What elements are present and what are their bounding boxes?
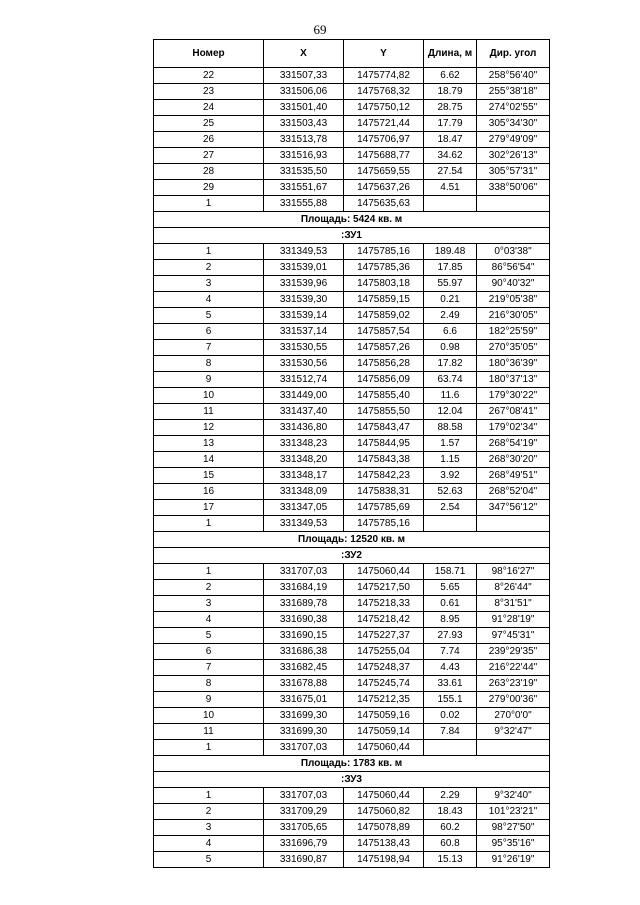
- cell-length: 7.74: [424, 644, 477, 660]
- cell-length: 34.62: [424, 148, 477, 164]
- cell-y: 1475255,04: [344, 644, 424, 660]
- cell-number: 8: [154, 356, 264, 372]
- table-row: [154, 244, 550, 260]
- table-row: [154, 660, 550, 676]
- cell-x: 331348,20: [264, 452, 344, 468]
- cell-length: 17.85: [424, 260, 477, 276]
- table-row: [154, 164, 550, 180]
- cell-y: 1475842,23: [344, 468, 424, 484]
- table-header-row: [154, 40, 550, 68]
- cell-number: 3: [154, 276, 264, 292]
- cell-length: 2.54: [424, 500, 477, 516]
- cell-x: 331437,40: [264, 404, 344, 420]
- cell-x: 331682,45: [264, 660, 344, 676]
- cell-number: 26: [154, 132, 264, 148]
- cell-y: 1475774,82: [344, 68, 424, 84]
- area-row: [154, 756, 550, 772]
- cell-y: 1475217,50: [344, 580, 424, 596]
- cell-number: 6: [154, 644, 264, 660]
- cell-length: 1.57: [424, 436, 477, 452]
- table-row: [154, 612, 550, 628]
- cell-length: 0.21: [424, 292, 477, 308]
- table-row: [154, 740, 550, 756]
- table-row: [154, 820, 550, 836]
- cell-y: 1475198,94: [344, 852, 424, 868]
- cell-bearing: 268°30'20": [477, 452, 550, 468]
- cell-length: 0.02: [424, 708, 477, 724]
- cell-number: 9: [154, 372, 264, 388]
- cell-x: 331349,53: [264, 244, 344, 260]
- cell-bearing: [477, 516, 550, 532]
- cell-x: 331684,19: [264, 580, 344, 596]
- cell-length: 55.97: [424, 276, 477, 292]
- cell-number: 2: [154, 804, 264, 820]
- table-row: [154, 724, 550, 740]
- area-label: Площадь: 1783 кв. м: [154, 756, 550, 772]
- cell-x: 331699,30: [264, 724, 344, 740]
- cell-x: 331690,15: [264, 628, 344, 644]
- coordinates-table: [153, 39, 550, 868]
- table-row: [154, 196, 550, 212]
- cell-bearing: 98°16'27": [477, 564, 550, 580]
- cell-bearing: 255°38'18": [477, 84, 550, 100]
- cell-number: 10: [154, 708, 264, 724]
- cell-x: 331696,79: [264, 836, 344, 852]
- table-row: [154, 276, 550, 292]
- cell-length: 27.93: [424, 628, 477, 644]
- table-row: [154, 148, 550, 164]
- cell-x: 331503,43: [264, 116, 344, 132]
- cell-length: 3.92: [424, 468, 477, 484]
- cell-bearing: 347°56'12": [477, 500, 550, 516]
- table-row: [154, 308, 550, 324]
- table-row: [154, 628, 550, 644]
- cell-number: 29: [154, 180, 264, 196]
- cell-bearing: [477, 196, 550, 212]
- cell-y: 1475838,31: [344, 484, 424, 500]
- cell-number: 5: [154, 852, 264, 868]
- cell-number: 3: [154, 820, 264, 836]
- cell-bearing: 216°22'44": [477, 660, 550, 676]
- cell-length: [424, 516, 477, 532]
- cell-length: 17.79: [424, 116, 477, 132]
- cell-length: 7.84: [424, 724, 477, 740]
- cell-number: 1: [154, 516, 264, 532]
- cell-y: 1475138,43: [344, 836, 424, 852]
- cell-y: 1475688,77: [344, 148, 424, 164]
- cell-number: 1: [154, 788, 264, 804]
- cell-number: 9: [154, 692, 264, 708]
- table-row: [154, 260, 550, 276]
- cell-length: 4.51: [424, 180, 477, 196]
- cell-x: 331530,55: [264, 340, 344, 356]
- cell-x: 331535,50: [264, 164, 344, 180]
- cell-y: 1475637,26: [344, 180, 424, 196]
- cell-length: 27.54: [424, 164, 477, 180]
- cell-x: 331348,23: [264, 436, 344, 452]
- table-row: [154, 116, 550, 132]
- cell-number: 2: [154, 260, 264, 276]
- cell-number: 3: [154, 596, 264, 612]
- table-row: [154, 692, 550, 708]
- cell-length: 4.43: [424, 660, 477, 676]
- cell-number: 13: [154, 436, 264, 452]
- page-number: 69: [313, 22, 327, 37]
- cell-bearing: 97°45'31": [477, 628, 550, 644]
- cell-x: 331516,93: [264, 148, 344, 164]
- table-row: [154, 388, 550, 404]
- cell-number: 14: [154, 452, 264, 468]
- cell-bearing: 219°05'38": [477, 292, 550, 308]
- cell-length: 189.48: [424, 244, 477, 260]
- cell-x: 331690,87: [264, 852, 344, 868]
- cell-bearing: 270°35'05": [477, 340, 550, 356]
- table-body: [154, 68, 550, 868]
- cell-y: 1475218,42: [344, 612, 424, 628]
- cell-number: 1: [154, 564, 264, 580]
- cell-y: 1475218,33: [344, 596, 424, 612]
- cell-x: 331678,88: [264, 676, 344, 692]
- table-row: [154, 788, 550, 804]
- cell-bearing: 91°28'19": [477, 612, 550, 628]
- cell-length: 0.61: [424, 596, 477, 612]
- cell-y: 1475843,47: [344, 420, 424, 436]
- cell-x: 331705,65: [264, 820, 344, 836]
- header-x: X: [264, 40, 344, 68]
- cell-bearing: 90°40'32": [477, 276, 550, 292]
- cell-x: 331539,14: [264, 308, 344, 324]
- cell-number: 17: [154, 500, 264, 516]
- table-row: [154, 644, 550, 660]
- cell-number: 11: [154, 724, 264, 740]
- cell-x: 331513,78: [264, 132, 344, 148]
- cell-x: 331539,01: [264, 260, 344, 276]
- cell-length: 33.61: [424, 676, 477, 692]
- cell-x: 331348,17: [264, 468, 344, 484]
- cell-y: 1475078,89: [344, 820, 424, 836]
- table-row: [154, 516, 550, 532]
- area-label: Площадь: 5424 кв. м: [154, 212, 550, 228]
- cell-bearing: 182°25'59": [477, 324, 550, 340]
- cell-number: 4: [154, 612, 264, 628]
- cell-y: 1475855,50: [344, 404, 424, 420]
- cell-bearing: 263°23'19": [477, 676, 550, 692]
- cell-length: 6.6: [424, 324, 477, 340]
- cell-length: 18.43: [424, 804, 477, 820]
- cell-bearing: 268°49'51": [477, 468, 550, 484]
- cell-y: 1475844,95: [344, 436, 424, 452]
- cell-y: 1475060,82: [344, 804, 424, 820]
- cell-bearing: 268°54'19": [477, 436, 550, 452]
- cell-y: 1475856,28: [344, 356, 424, 372]
- table-row: [154, 180, 550, 196]
- table-row: [154, 404, 550, 420]
- cell-x: 331348,09: [264, 484, 344, 500]
- cell-number: 6: [154, 324, 264, 340]
- table-row: [154, 484, 550, 500]
- cell-length: 60.8: [424, 836, 477, 852]
- cell-x: 331501,40: [264, 100, 344, 116]
- cell-x: 331506,06: [264, 84, 344, 100]
- cell-x: 331347,05: [264, 500, 344, 516]
- cell-number: 7: [154, 340, 264, 356]
- cell-length: 2.49: [424, 308, 477, 324]
- cell-bearing: 101°23'21": [477, 804, 550, 820]
- table-row: [154, 468, 550, 484]
- cell-bearing: 91°26'19": [477, 852, 550, 868]
- cell-x: 331707,03: [264, 740, 344, 756]
- cell-number: 7: [154, 660, 264, 676]
- cell-bearing: 9°32'47": [477, 724, 550, 740]
- table-row: [154, 340, 550, 356]
- cell-bearing: 179°30'22": [477, 388, 550, 404]
- cell-number: 2: [154, 580, 264, 596]
- cell-bearing: [477, 740, 550, 756]
- cell-y: 1475803,18: [344, 276, 424, 292]
- cell-length: 15.13: [424, 852, 477, 868]
- cell-number: 4: [154, 836, 264, 852]
- cell-y: 1475059,14: [344, 724, 424, 740]
- cell-bearing: 270°0'0": [477, 708, 550, 724]
- cell-y: 1475248,37: [344, 660, 424, 676]
- table-row: [154, 852, 550, 868]
- section-title: :ЗУ1: [154, 228, 550, 244]
- cell-y: 1475843,38: [344, 452, 424, 468]
- cell-length: [424, 196, 477, 212]
- cell-number: 24: [154, 100, 264, 116]
- table-row: [154, 68, 550, 84]
- cell-x: 331537,14: [264, 324, 344, 340]
- cell-y: 1475245,74: [344, 676, 424, 692]
- area-row: [154, 212, 550, 228]
- table-row: [154, 292, 550, 308]
- cell-y: 1475855,40: [344, 388, 424, 404]
- cell-number: 15: [154, 468, 264, 484]
- cell-y: 1475768,32: [344, 84, 424, 100]
- table-row: [154, 676, 550, 692]
- table-row: [154, 372, 550, 388]
- cell-length: 12.04: [424, 404, 477, 420]
- cell-bearing: 86°56'54": [477, 260, 550, 276]
- cell-x: 331349,53: [264, 516, 344, 532]
- header-bearing: Дир. угол: [477, 40, 550, 68]
- cell-bearing: 258°56'40": [477, 68, 550, 84]
- cell-length: [424, 740, 477, 756]
- cell-bearing: 180°36'39": [477, 356, 550, 372]
- cell-number: 1: [154, 196, 264, 212]
- cell-x: 331707,03: [264, 564, 344, 580]
- cell-number: 23: [154, 84, 264, 100]
- section-title: :ЗУ3: [154, 772, 550, 788]
- cell-x: 331539,30: [264, 292, 344, 308]
- table-row: [154, 500, 550, 516]
- cell-length: 88.58: [424, 420, 477, 436]
- cell-bearing: 305°34'30": [477, 116, 550, 132]
- cell-length: 2.29: [424, 788, 477, 804]
- cell-bearing: 179°02'34": [477, 420, 550, 436]
- cell-bearing: 180°37'13": [477, 372, 550, 388]
- table-row: [154, 84, 550, 100]
- cell-length: 155.1: [424, 692, 477, 708]
- header-length: Длина, м: [424, 40, 477, 68]
- cell-number: 8: [154, 676, 264, 692]
- cell-bearing: 0°03'38": [477, 244, 550, 260]
- cell-number: 22: [154, 68, 264, 84]
- cell-length: 8.95: [424, 612, 477, 628]
- cell-x: 331686,38: [264, 644, 344, 660]
- cell-bearing: 8°26'44": [477, 580, 550, 596]
- cell-length: 0.98: [424, 340, 477, 356]
- cell-length: 18.79: [424, 84, 477, 100]
- cell-bearing: 274°02'55": [477, 100, 550, 116]
- cell-y: 1475227,37: [344, 628, 424, 644]
- cell-y: 1475059,16: [344, 708, 424, 724]
- table-row: [154, 836, 550, 852]
- area-row: [154, 532, 550, 548]
- cell-x: 331530,56: [264, 356, 344, 372]
- cell-x: 331707,03: [264, 788, 344, 804]
- table-row: [154, 804, 550, 820]
- cell-bearing: 267°08'41": [477, 404, 550, 420]
- cell-x: 331551,67: [264, 180, 344, 196]
- cell-length: 158.71: [424, 564, 477, 580]
- cell-x: 331507,33: [264, 68, 344, 84]
- cell-y: 1475785,69: [344, 500, 424, 516]
- cell-bearing: 338°50'06": [477, 180, 550, 196]
- cell-number: 1: [154, 740, 264, 756]
- cell-x: 331436,80: [264, 420, 344, 436]
- cell-length: 18.47: [424, 132, 477, 148]
- cell-x: 331675,01: [264, 692, 344, 708]
- cell-x: 331539,96: [264, 276, 344, 292]
- cell-bearing: 98°27'50": [477, 820, 550, 836]
- cell-x: 331689,78: [264, 596, 344, 612]
- cell-bearing: 9°32'40": [477, 788, 550, 804]
- cell-y: 1475859,15: [344, 292, 424, 308]
- table-row: [154, 564, 550, 580]
- header-number: Номер: [154, 40, 264, 68]
- table-row: [154, 420, 550, 436]
- cell-bearing: 279°49'09": [477, 132, 550, 148]
- cell-number: 28: [154, 164, 264, 180]
- cell-y: 1475212,35: [344, 692, 424, 708]
- cell-bearing: 305°57'31": [477, 164, 550, 180]
- cell-number: 1: [154, 244, 264, 260]
- section-row: [154, 548, 550, 564]
- section-row: [154, 228, 550, 244]
- cell-y: 1475060,44: [344, 788, 424, 804]
- cell-y: 1475785,36: [344, 260, 424, 276]
- cell-number: 27: [154, 148, 264, 164]
- cell-length: 6.62: [424, 68, 477, 84]
- cell-number: 5: [154, 308, 264, 324]
- cell-length: 63.74: [424, 372, 477, 388]
- cell-y: 1475060,44: [344, 564, 424, 580]
- cell-x: 331512,74: [264, 372, 344, 388]
- header-y: Y: [344, 40, 424, 68]
- cell-y: 1475750,12: [344, 100, 424, 116]
- cell-x: 331690,38: [264, 612, 344, 628]
- cell-length: 1.15: [424, 452, 477, 468]
- cell-number: 4: [154, 292, 264, 308]
- cell-y: 1475635,63: [344, 196, 424, 212]
- cell-bearing: 268°52'04": [477, 484, 550, 500]
- cell-length: 52.63: [424, 484, 477, 500]
- table-row: [154, 708, 550, 724]
- cell-number: 16: [154, 484, 264, 500]
- table-row: [154, 324, 550, 340]
- cell-y: 1475785,16: [344, 516, 424, 532]
- cell-x: 331449,00: [264, 388, 344, 404]
- cell-length: 5.65: [424, 580, 477, 596]
- cell-bearing: 279°00'36": [477, 692, 550, 708]
- table-row: [154, 132, 550, 148]
- cell-number: 25: [154, 116, 264, 132]
- cell-number: 12: [154, 420, 264, 436]
- cell-bearing: 302°26'13": [477, 148, 550, 164]
- table-row: [154, 356, 550, 372]
- cell-y: 1475857,26: [344, 340, 424, 356]
- cell-length: 60.2: [424, 820, 477, 836]
- cell-y: 1475060,44: [344, 740, 424, 756]
- cell-x: 331709,29: [264, 804, 344, 820]
- cell-number: 5: [154, 628, 264, 644]
- table-row: [154, 596, 550, 612]
- cell-y: 1475857,54: [344, 324, 424, 340]
- cell-bearing: 95°35'16": [477, 836, 550, 852]
- cell-length: 28.75: [424, 100, 477, 116]
- cell-y: 1475721,44: [344, 116, 424, 132]
- cell-y: 1475856,09: [344, 372, 424, 388]
- cell-length: 17.82: [424, 356, 477, 372]
- cell-y: 1475859,02: [344, 308, 424, 324]
- cell-bearing: 8°31'51": [477, 596, 550, 612]
- table-row: [154, 436, 550, 452]
- cell-x: 331555,88: [264, 196, 344, 212]
- section-row: [154, 772, 550, 788]
- area-label: Площадь: 12520 кв. м: [154, 532, 550, 548]
- table-row: [154, 580, 550, 596]
- cell-bearing: 239°29'35": [477, 644, 550, 660]
- table-row: [154, 452, 550, 468]
- cell-y: 1475785,16: [344, 244, 424, 260]
- cell-number: 11: [154, 404, 264, 420]
- section-title: :ЗУ2: [154, 548, 550, 564]
- cell-x: 331699,30: [264, 708, 344, 724]
- cell-bearing: 216°30'05": [477, 308, 550, 324]
- cell-y: 1475659,55: [344, 164, 424, 180]
- cell-length: 11.6: [424, 388, 477, 404]
- cell-y: 1475706,97: [344, 132, 424, 148]
- table-row: [154, 100, 550, 116]
- cell-number: 10: [154, 388, 264, 404]
